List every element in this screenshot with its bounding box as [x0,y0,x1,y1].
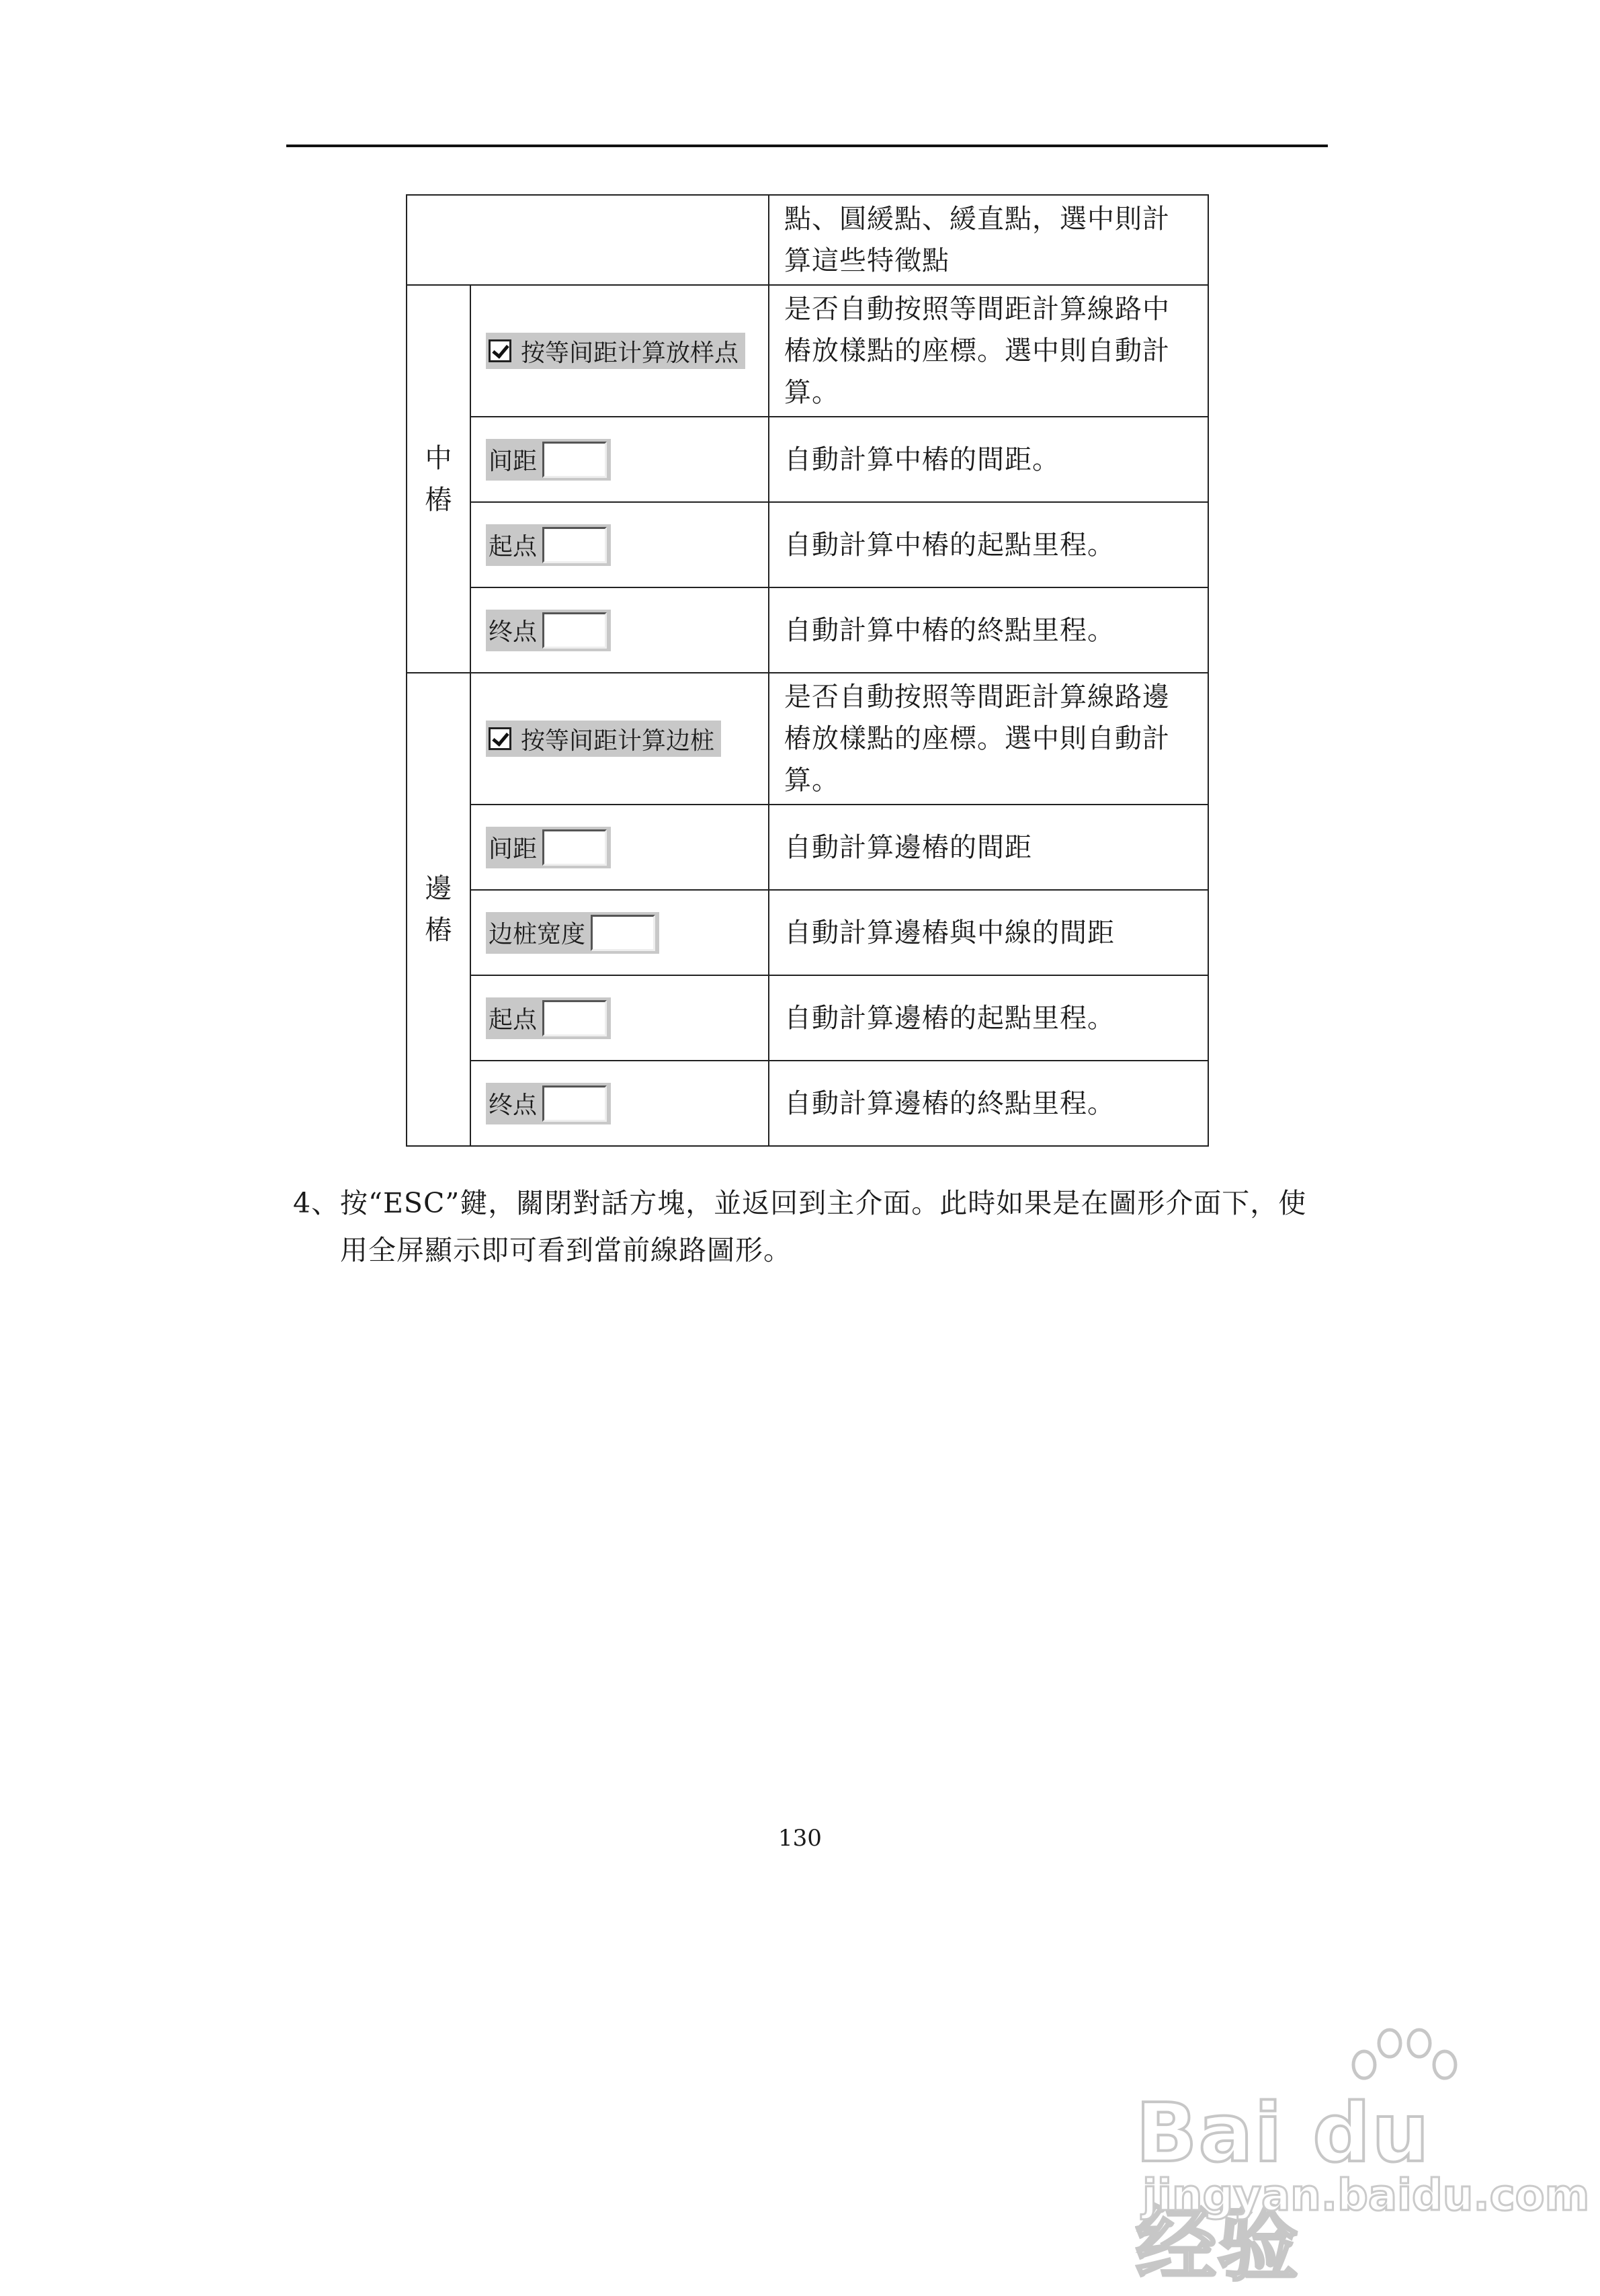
field-label: 边桩宽度 [489,921,586,948]
checkbox-label: 按等间距计算放样点 [521,339,739,367]
table-row [407,285,1208,417]
control-cell [470,1061,769,1146]
table-row [407,502,1208,587]
group-label-char: 邊 [425,873,452,904]
side-interval-control [486,827,611,868]
field-label: 起点 [489,533,538,561]
row-description: 自動計算邊樁的間距 [769,805,1208,890]
field-label: 间距 [489,835,538,863]
equal-interval-stakeout-checkbox[interactable] [486,333,745,369]
row-description: 自動計算邊樁的終點里程。 [769,1061,1208,1146]
row-description: 自動計算邊樁的起點里程。 [769,975,1208,1061]
table-row [407,417,1208,502]
control-cell [470,673,769,805]
control-cell [470,502,769,587]
side-start-input[interactable] [542,1000,607,1036]
page-number: 130 [778,1825,822,1852]
header-rule [286,145,1328,147]
table-row [407,805,1208,890]
table-row [407,1061,1208,1146]
field-label: 起点 [489,1006,538,1034]
field-label: 终点 [489,1092,538,1119]
control-cell [470,285,769,417]
side-width-control [486,912,659,954]
group-label-center-stake [407,285,470,673]
center-end-control [486,610,611,651]
side-end-control [486,1083,611,1124]
control-cell [470,417,769,502]
side-start-control [486,997,611,1039]
row-description: 自動計算中樁的終點里程。 [769,587,1208,673]
center-start-input[interactable] [542,527,607,563]
empty-cell [407,195,769,285]
step-paragraph [293,1180,1328,1274]
side-end-input[interactable] [542,1085,607,1122]
checkbox-checked-icon[interactable] [489,727,511,750]
watermark-brand: Bai du 经验 [1136,2087,1431,2292]
group-label-char: 樁 [425,484,452,516]
control-cell [470,805,769,890]
row-description: 自動計算邊樁與中線的間距 [769,890,1208,975]
step-text-2: 用全屏顯示即可看到當前線路圖形。 [340,1234,792,1266]
table-row [407,890,1208,975]
center-start-control [486,524,611,566]
table-row [407,975,1208,1061]
table-row [407,587,1208,673]
row-description: 是否自動按照等間距計算線路邊樁放樣點的座標。選中則自動計算。 [769,673,1208,805]
step-number: 4、 [293,1187,340,1219]
field-label: 间距 [489,448,538,475]
watermark-url: jingyan.baidu.com [1142,2171,1590,2221]
step-text-1: 按“ESC”鍵，關閉對話方塊，並返回到主介面。此時如果是在圖形介面下，使 [340,1187,1307,1219]
group-label-char: 中 [425,442,452,474]
center-interval-input[interactable] [542,442,607,478]
step-line-1 [293,1180,1328,1227]
row-description: 自動計算中樁的起點里程。 [769,502,1208,587]
group-label-side-stake [407,673,470,1146]
field-label: 终点 [489,618,538,646]
control-cell [470,890,769,975]
group-label-char: 樁 [425,915,452,946]
row-description: 是否自動按照等間距計算線路中樁放樣點的座標。選中則自動計算。 [769,285,1208,417]
checkbox-label: 按等间距计算边桩 [521,727,715,755]
settings-table [406,194,1209,1147]
control-cell [470,587,769,673]
center-end-input[interactable] [542,612,607,649]
checkbox-checked-icon[interactable] [489,339,511,362]
control-cell [470,975,769,1061]
table-row [407,673,1208,805]
side-interval-input[interactable] [542,829,607,866]
paw-icon [1337,2023,1472,2097]
table-row [407,195,1208,285]
center-interval-control [486,439,611,481]
row-description: 點、圓緩點、緩直點，選中則計算這些特徵點 [769,195,1208,285]
equal-interval-side-stake-checkbox[interactable] [486,721,721,757]
row-description: 自動計算中樁的間距。 [769,417,1208,502]
side-width-input[interactable] [591,915,655,951]
baidu-watermark [1136,2023,1590,2292]
